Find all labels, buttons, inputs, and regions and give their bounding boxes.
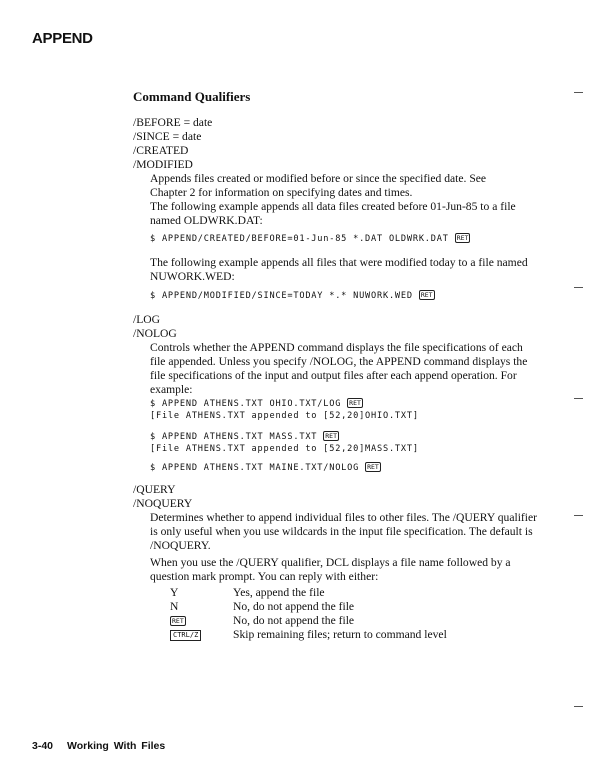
return-key-icon: RET	[325, 432, 338, 440]
text-line: file appended. Unless you specify /NOLOG, the APPEND command displays the	[150, 355, 528, 368]
text-line: NUWORK.WED:	[150, 270, 235, 283]
margin-mark	[574, 515, 583, 516]
reply-desc-ret: No, do not append the file	[233, 614, 355, 627]
page-number: 3-40	[32, 740, 54, 752]
text-line: /NOQUERY.	[150, 539, 211, 552]
example1-intro	[150, 200, 540, 228]
return-key-icon: RET	[349, 399, 361, 407]
qualifier-created: /CREATED	[133, 144, 189, 157]
command-text: $ APPEND ATHENS.TXT OHIO.TXT/LOG	[150, 399, 342, 409]
query-intro	[150, 556, 540, 584]
reply-desc-n: No, do not append the file	[233, 600, 355, 613]
section-title: Command Qualifiers	[133, 89, 251, 104]
page-header-title: APPEND	[32, 30, 93, 47]
text-line: file specifications of the input and output files after each append operation. For	[150, 369, 517, 382]
qualifier-nolog: /NOLOG	[133, 327, 177, 340]
ctrl-z-key-icon: CTRL/Z	[170, 630, 201, 641]
page-footer	[32, 739, 165, 753]
qualifier-log: /LOG	[133, 313, 161, 326]
margin-mark	[574, 398, 583, 399]
text-line: When you use the /QUERY qualifier, DCL displays a file name followed by a	[150, 556, 511, 569]
text-line: Controls whether the APPEND command displays the file specifications of each	[150, 341, 523, 354]
example2-command	[150, 290, 435, 302]
margin-mark	[574, 706, 583, 707]
qualifier-since: /SINCE = date	[133, 130, 202, 143]
qualifier-modified: /MODIFIED	[133, 158, 193, 171]
reply-key-y: Y	[170, 586, 179, 599]
text-line: Chapter 2 for information on specifying dates and times.	[150, 186, 413, 199]
command-output: [File ATHENS.TXT appended to [52,20]MASS.TXT]	[150, 444, 419, 454]
margin-mark	[574, 287, 583, 288]
return-key-icon: RET	[172, 617, 184, 625]
text-line: example:	[150, 383, 193, 396]
query-qualifier-description	[150, 511, 540, 553]
log-example3	[150, 462, 381, 474]
text-line: Appends files created or modified before or since the specified date. See	[150, 172, 487, 185]
reply-key-ctrlz	[170, 627, 201, 641]
qualifier-noquery: /NOQUERY	[133, 497, 193, 510]
qualifier-query: /QUERY	[133, 483, 176, 496]
log-qualifier-description	[150, 341, 540, 397]
text-line: named OLDWRK.DAT:	[150, 214, 263, 227]
reply-desc-ctrlz: Skip remaining files; return to command level	[233, 628, 447, 641]
log-example1	[150, 398, 419, 422]
command-text: $ APPEND ATHENS.TXT MASS.TXT	[150, 432, 318, 442]
command-output: [File ATHENS.TXT appended to [52,20]OHIO.TXT]	[150, 411, 419, 421]
log-example2	[150, 431, 419, 455]
command-text: $ APPEND ATHENS.TXT MAINE.TXT/NOLOG	[150, 463, 360, 473]
text-line: The following example appends all data files created before 01-Jun-85 to a file	[150, 200, 516, 213]
date-qualifier-description	[150, 172, 540, 200]
reply-key-ret	[170, 614, 186, 628]
text-line: question mark prompt. You can reply with either:	[150, 570, 379, 583]
example2-intro	[150, 256, 540, 284]
text-line: is only useful when you use wildcards in the input file specification. The default is	[150, 525, 533, 538]
reply-key-n: N	[170, 600, 179, 613]
example1-command	[150, 233, 470, 245]
reply-desc-y: Yes, append the file	[233, 586, 325, 599]
text-line: Determines whether to append individual files to other files. The /QUERY qualifier	[150, 511, 538, 524]
command-text: $ APPEND/CREATED/BEFORE=01-Jun-85 *.DAT OLDWRK.DAT	[150, 234, 449, 244]
qualifier-before: /BEFORE = date	[133, 116, 213, 129]
chapter-title: Working With Files	[67, 740, 166, 752]
return-key-icon: RET	[456, 234, 469, 242]
return-key-icon: RET	[367, 463, 379, 471]
text-line: The following example appends all files that were modified today to a file named	[150, 256, 528, 269]
return-key-icon: RET	[420, 291, 433, 299]
command-text: $ APPEND/MODIFIED/SINCE=TODAY *.* NUWORK.WED	[150, 291, 413, 301]
margin-mark	[574, 92, 583, 93]
